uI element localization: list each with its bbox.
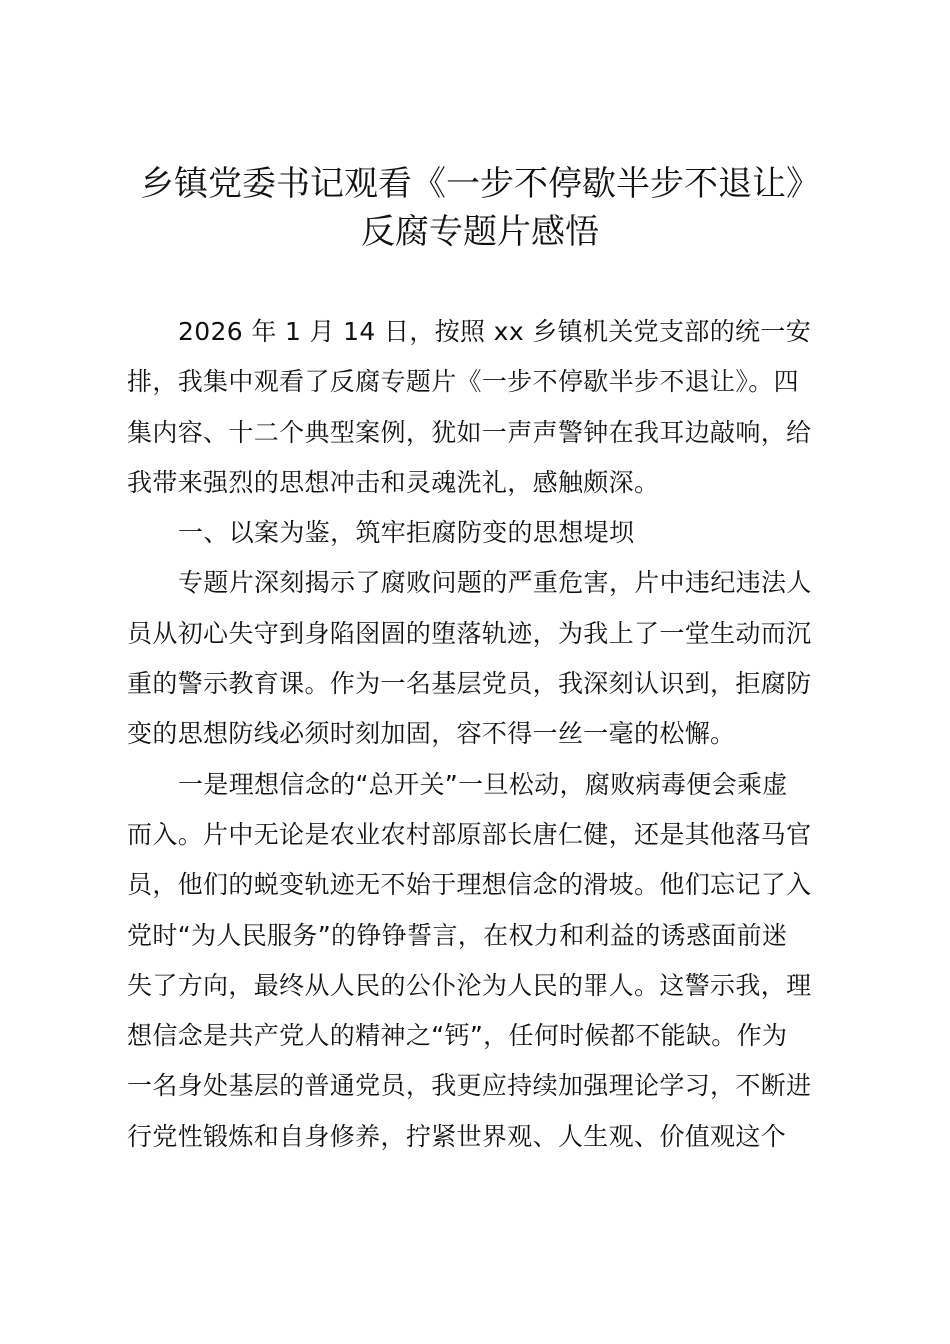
- text-line: 一是理想信念的“总开关”一旦松动，腐败病毒便会乘虚: [178, 769, 788, 799]
- text-line: 排，我集中观看了反腐专题片《一步不停歇半步不退让》。四: [127, 367, 799, 397]
- text-line: 想信念是共产党人的精神之“钙”，任何时候都不能缺。作为: [127, 1021, 788, 1051]
- text-line: 一名身处基层的普通党员，我更应持续加强理论学习，不断进: [127, 1071, 812, 1101]
- document-title: [100, 160, 860, 256]
- text-line: 重的警示教育课。作为一名基层党员，我深刻认识到，拒腐防: [127, 669, 812, 699]
- text-line: 集内容、十二个典型案例，犹如一声声警钟在我耳边敲响，给: [127, 417, 812, 447]
- text-line: 党时“为人民服务”的铮铮誓言，在权力和利益的诱惑面前迷: [127, 920, 788, 950]
- intro-paragraph: [127, 307, 833, 508]
- document-body: [127, 307, 833, 1162]
- text-line: 而入。片中无论是农业农村部原部长唐仁健，还是其他落马官: [127, 819, 812, 849]
- text-line: 失了方向，最终从人民的公仆沦为人民的罪人。这警示我，理: [127, 970, 812, 1000]
- title-line-2: 反腐专题片感悟: [361, 212, 599, 252]
- section-heading-text: 一、以案为鉴，筑牢拒腐防变的思想堤坝: [178, 518, 635, 548]
- text-line: 员，他们的蜕变轨迹无不始于理想信念的滑坡。他们忘记了入: [127, 870, 812, 900]
- text-line: 2026 年 1 月 14 日，按照 xx 乡镇机关党支部的统一安: [178, 317, 812, 346]
- text-line: 员从初心失守到身陷囹圄的堕落轨迹，为我上了一堂生动而沉: [127, 618, 812, 648]
- section-1-paragraph-1: [127, 558, 833, 759]
- text-line: 行党性锻炼和自身修养，拧紧世界观、人生观、价值观这个: [127, 1121, 787, 1151]
- text-line: 专题片深刻揭示了腐败问题的严重危害，片中违纪违法人: [178, 568, 812, 598]
- title-line-1: 乡镇党委书记观看《一步不停歇半步不退让》: [140, 164, 820, 204]
- section-1-paragraph-2: [127, 760, 833, 1162]
- text-line: 我带来强烈的思想冲击和灵魂洗礼，感触颇深。: [127, 467, 660, 497]
- text-line: 变的思想防线必须时刻加固，容不得一丝一毫的松懈。: [127, 719, 736, 749]
- section-heading-1: [127, 508, 833, 558]
